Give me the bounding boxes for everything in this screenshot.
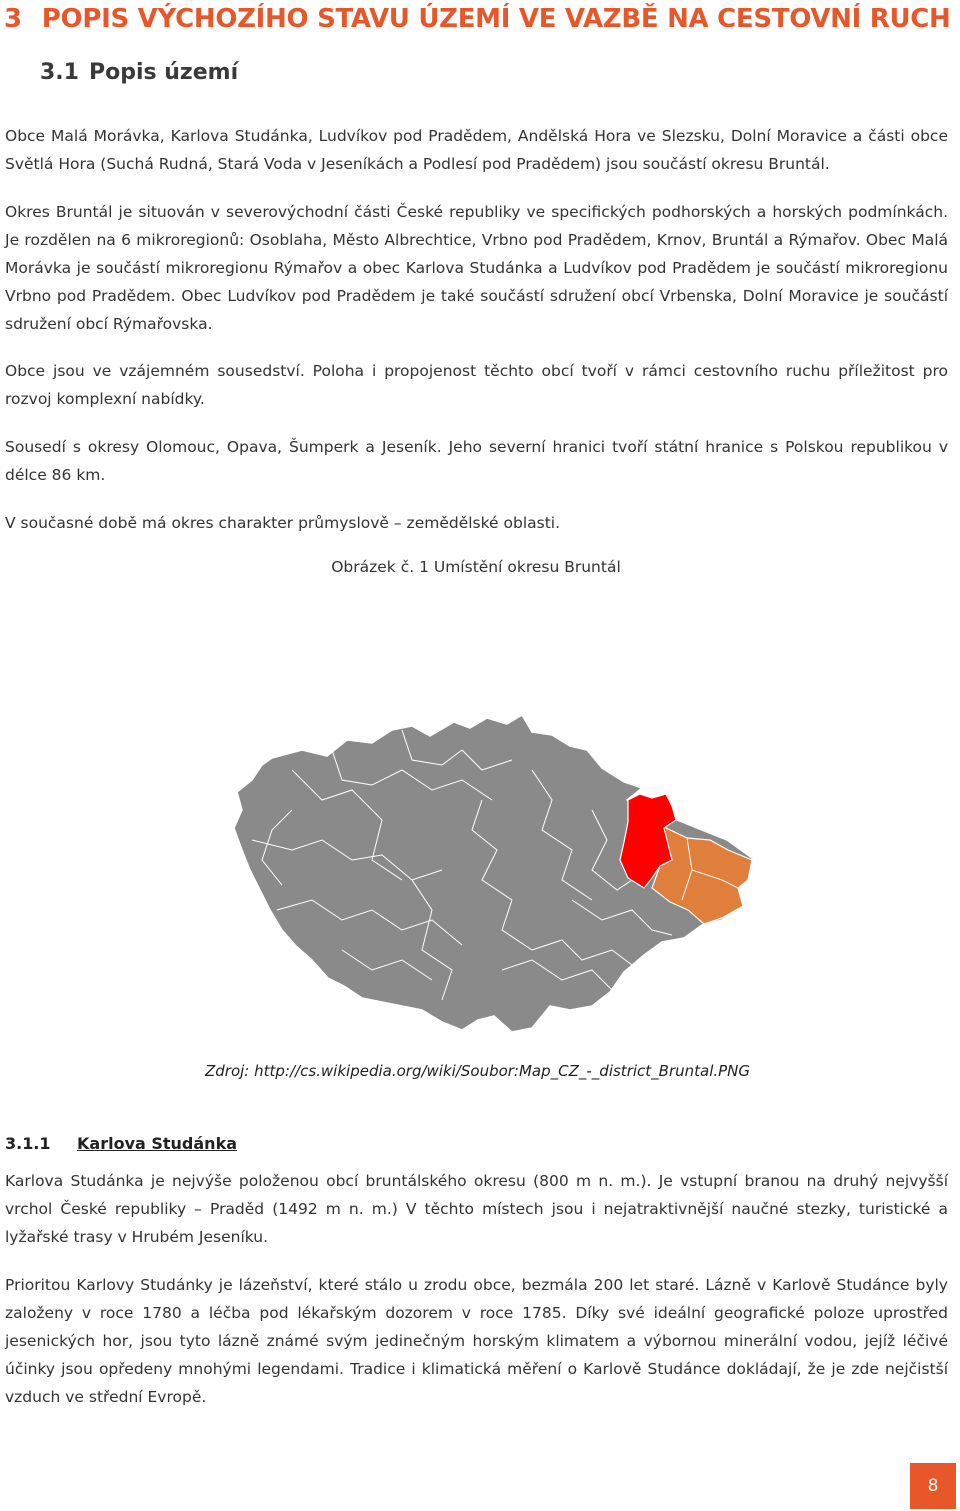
- page-number: 8: [910, 1463, 956, 1509]
- paragraph-2: Okres Bruntál je situován v severovýchodní části České republiky ve specifických podhorských a horských podmínkách. Je rozdělen na 6 mikroregionů: Osoblaha, Město Albrechtice, Vrbno pod Pradědem, Krnov, Bruntál a Rýmařov. Obec Malá Morávka je součástí mikroregionu Rýmařov a obec Karlova Studánka a Ludvíkov pod Pradědem je součástí mikroregionu Vrbno pod Pradědem. Obec Ludvíkov pod Pradědem je také součástí sdružení obcí Vrbenska, Dolní Moravice je součástí sdružení obcí Rýmařovska.: [5, 203, 948, 333]
- figure-source: Zdroj: http://cs.wikipedia.org/wiki/Soubor:Map_CZ_-_district_Bruntal.PNG: [205, 1062, 751, 1080]
- paragraph-3: Obce jsou ve vzájemném sousedství. Poloha i propojenost těchto obcí tvoří v rámci cestovního ruchu příležitost pro rozvoj komplexní nabídky.: [5, 362, 948, 408]
- subsection-heading: [5, 1134, 237, 1153]
- paragraph-4: Sousedí s okresy Olomouc, Opava, Šumperk a Jeseník. Jeho severní hranici tvoří státní hranice s Polskou republikou v délce 86 km.: [5, 438, 948, 484]
- section-heading: [40, 60, 238, 85]
- paragraph-5: V současné době má okres charakter průmyslově – zemědělské oblasti.: [5, 514, 561, 532]
- chapter-title: POPIS VÝCHOZÍHO STAVU ÚZEMÍ VE VAZBĚ NA CESTOVNÍ RUCH: [41, 4, 951, 34]
- section-number: 3.1: [40, 60, 79, 85]
- figure-caption: Obrázek č. 1 Umístění okresu Bruntál: [331, 558, 621, 576]
- chapter-number: 3: [4, 4, 22, 34]
- paragraph-1: Obce Malá Morávka, Karlova Studánka, Ludvíkov pod Pradědem, Andělská Hora ve Slezsku, Dolní Moravice a části obce Světlá Hora (Suchá Rudná, Stará Voda v Jeseníkách a Podlesí pod Pradědem) jsou součástí okresu Bruntál.: [5, 127, 948, 173]
- subsection-title: Karlova Studánka: [77, 1134, 237, 1153]
- czech-republic-map: [232, 710, 762, 1040]
- section-title: Popis území: [88, 60, 239, 85]
- chapter-heading: [4, 4, 951, 34]
- paragraph-7: Prioritou Karlovy Studánky je lázeňství, které stálo u zrodu obce, bezmála 200 let staré. Lázně v Karlově Studánce byly založeny v roce 1780 a léčba pod lékařským dozorem v roce 1785. Díky své ideální geografické poloze uprostřed jesenických hor, jsou tyto lázně známé svým jedinečným horským klimatem a výbornou minerální vodou, jejíž léčivé účinky jsou opředeny mnohými legendami. Tradice i klimatická měření o Karlově Studánce dokládají, že je zde nejčistší vzduch ve střední Evropě.: [5, 1276, 948, 1406]
- paragraph-6: Karlova Studánka je nejvýše položenou obcí bruntálského okresu (800 m n. m.). Je vstupní branou na druhý nejvyšší vrchol České republiky – Praděd (1492 m n. m.) V těchto místech jsou i nejatraktivnější naučné stezky, turistické a lyžařské trasy v Hrubém Jeseníku.: [5, 1172, 948, 1246]
- subsection-number: 3.1.1: [5, 1134, 51, 1153]
